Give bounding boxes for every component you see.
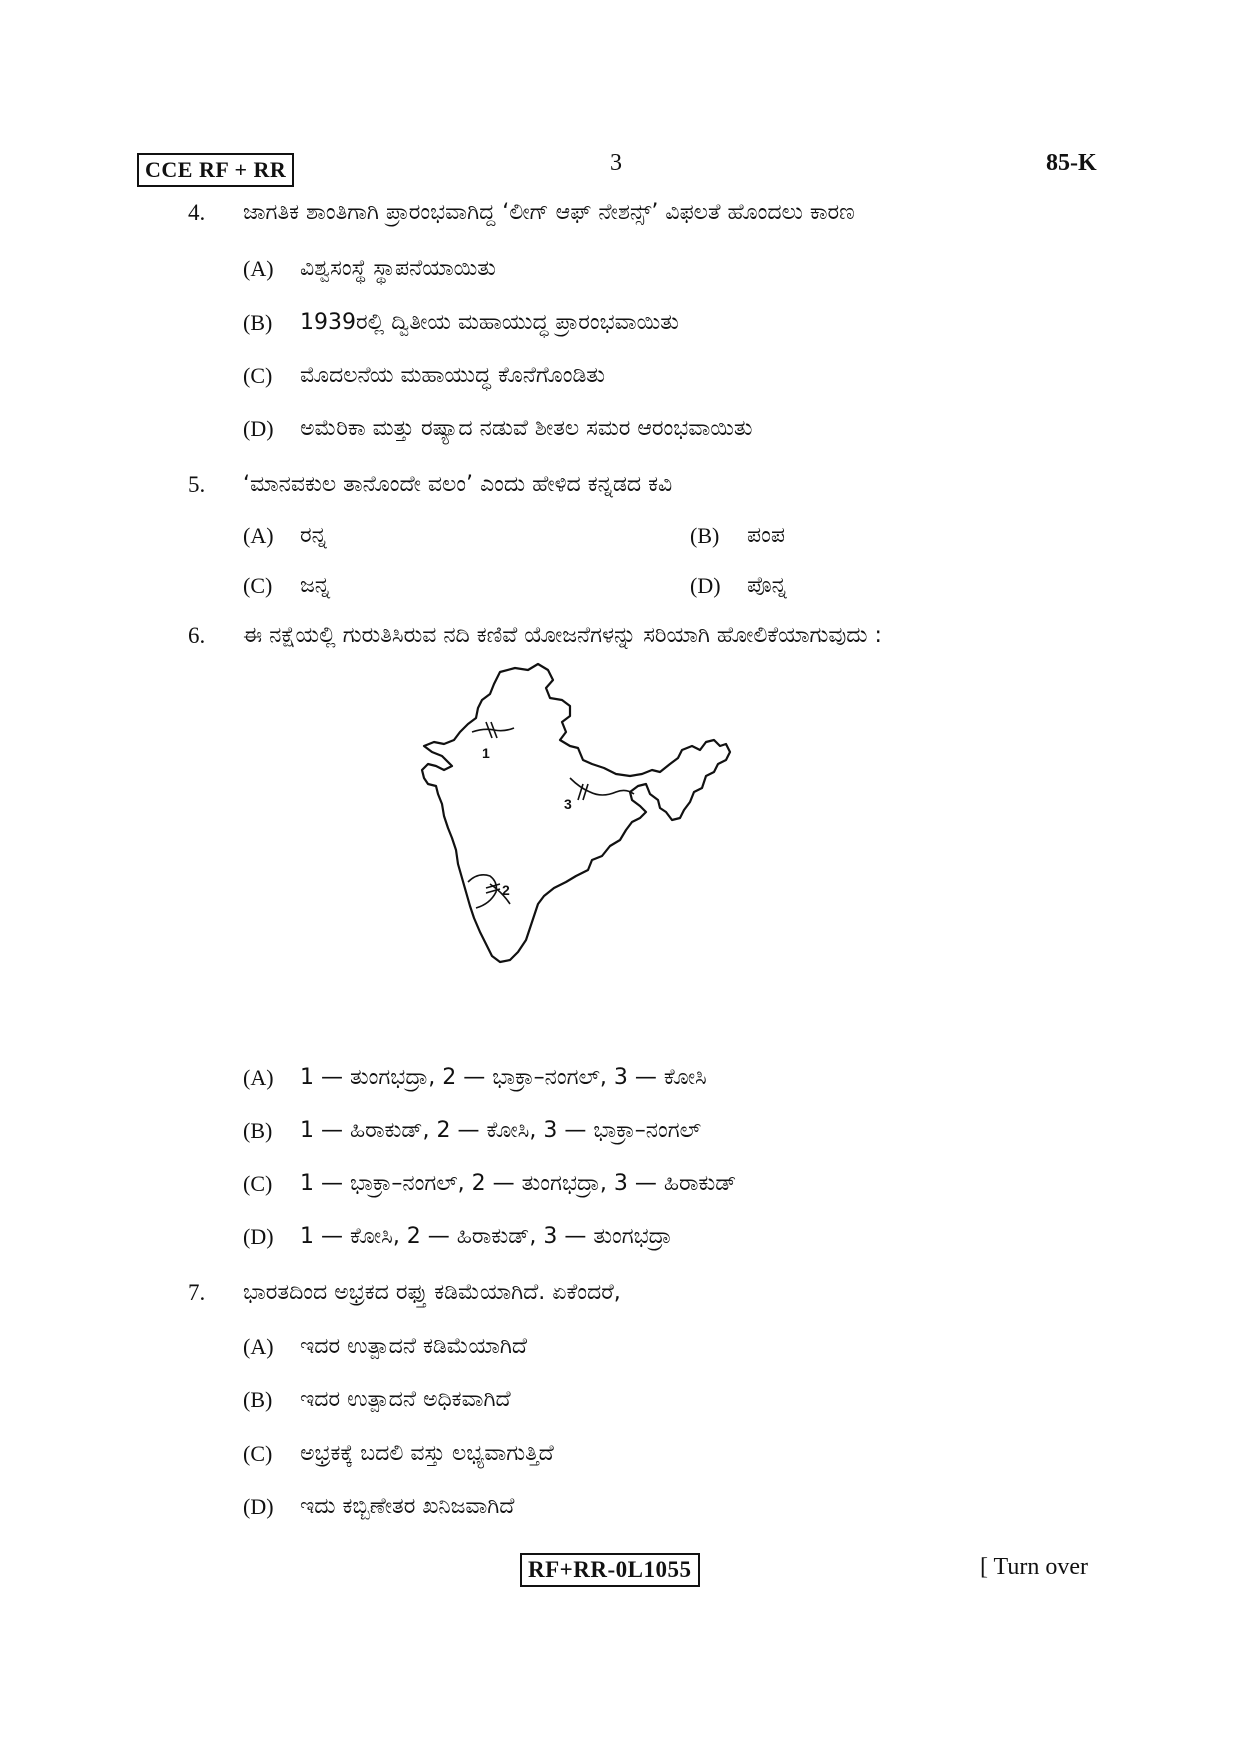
option-text: 1 — ಕೋಸಿ, 2 — ಹಿರಾಕುಡ್, 3 — ತುಂಗಭದ್ರಾ (300, 1224, 672, 1249)
option-text: ಇದರ ಉತ್ಪಾದನೆ ಕಡಿಮೆಯಾಗಿದೆ (300, 1334, 527, 1359)
option-label: (D) (243, 1224, 274, 1249)
question-text: ಜಾಗತಿಕ ಶಾಂತಿಗಾಗಿ ಪ್ರಾರಂಭವಾಗಿದ್ದ ‘ಲೀಗ್ ಆಫ್ ನೇಶನ್ಸ್’ ವಿಫಲತೆ ಹೊಂದಲು ಕಾರಣ (243, 200, 855, 225)
option-text: ಅಮೆರಿಕಾ ಮತ್ತು ರಷ್ಯಾದ ನಡುವೆ ಶೀತಲ ಸಮರ ಆರಂಭವಾಯಿತು (300, 416, 753, 441)
option-label: (C) (243, 1441, 273, 1466)
paper-code: 85-K (1046, 150, 1097, 176)
option-label: (D) (243, 416, 274, 441)
option-label: (C) (243, 573, 273, 598)
option-label: (C) (243, 363, 273, 388)
option-label: (A) (243, 523, 274, 548)
map-label-3: 3 (564, 796, 572, 812)
question-text: ಭಾರತದಿಂದ ಅಭ್ರಕದ ರಫ್ತು ಕಡಿಮೆಯಾಗಿದೆ. ಏಕೆಂದರೆ, (243, 1280, 621, 1305)
question-text: ಈ ನಕ್ಷೆಯಲ್ಲಿ ಗುರುತಿಸಿರುವ ನದಿ ಕಣಿವೆ ಯೋಜನೆಗಳನ್ನು ಸರಿಯಾಗಿ ಹೋಲಿಕೆಯಾಗುವುದು : (243, 623, 882, 648)
option-text: ಪೊನ್ನ (747, 573, 787, 598)
option-label: (B) (243, 310, 273, 335)
india-map (420, 660, 820, 1060)
option-text: ಅಭ್ರಕಕ್ಕೆ ಬದಲಿ ವಸ್ತು ಲಭ್ಯವಾಗುತ್ತಿದೆ (300, 1441, 554, 1466)
page-number: 3 (610, 150, 622, 176)
turn-over-note: [ Turn over (980, 1554, 1089, 1580)
option-label: (B) (690, 523, 720, 548)
question-text: ‘ಮಾನವಕುಲ ತಾನೊಂದೇ ವಲಂ’ ಎಂದು ಹೇಳಿದ ಕನ್ನಡದ ಕವಿ (243, 472, 673, 497)
option-label: (B) (243, 1387, 273, 1412)
question-number: 4. (188, 200, 206, 225)
question-number: 5. (188, 472, 206, 497)
option-text: 1 — ಭಾಕ್ರಾ–ನಂಗಲ್, 2 — ತುಂಗಭದ್ರಾ, 3 — ಹಿರಾಕುಡ್ (300, 1171, 737, 1196)
option-text: ರನ್ನ (300, 523, 327, 548)
option-label: (C) (243, 1171, 273, 1196)
option-text: 1 — ಹಿರಾಕುಡ್, 2 — ಕೋಸಿ, 3 — ಭಾಕ್ರಾ–ನಂಗಲ್ (300, 1118, 702, 1143)
option-text: ಮೊದಲನೆಯ ಮಹಾಯುದ್ಧ ಕೊನೆಗೊಂಡಿತು (300, 363, 605, 388)
india-outline (422, 664, 730, 962)
dam-marker-3-b (583, 784, 588, 800)
option-text: ಇದರ ಉತ್ಪಾದನೆ ಅಧಿಕವಾಗಿದೆ (300, 1387, 511, 1412)
option-text: ಪಂಪ (747, 523, 785, 548)
option-text: 1 — ತುಂಗಭದ್ರಾ, 2 — ಭಾಕ್ರಾ–ನಂಗಲ್, 3 — ಕೋಸಿ (300, 1065, 707, 1090)
footer-code-box: RF+RR-0L1055 (520, 1553, 700, 1587)
map-label-2: 2 (502, 882, 510, 898)
option-text: 1939ರಲ್ಲಿ ದ್ವಿತೀಯ ಮಹಾಯುದ್ಧ ಪ್ರಾರಂಭವಾಯಿತು (300, 310, 679, 335)
map-label-1: 1 (482, 745, 490, 761)
option-label: (A) (243, 1065, 274, 1090)
dam-marker-2 (486, 884, 500, 888)
option-label: (D) (243, 1494, 274, 1519)
question-number: 6. (188, 623, 206, 648)
option-label: (D) (690, 573, 721, 598)
exam-code-box: CCE RF + RR (137, 153, 294, 187)
option-label: (A) (243, 256, 274, 281)
option-text: ಇದು ಕಬ್ಬಿಣೇತರ ಖನಿಜವಾಗಿದೆ (300, 1494, 515, 1519)
option-text: ಜನ್ನ (300, 573, 330, 598)
option-label: (B) (243, 1118, 273, 1143)
question-number: 7. (188, 1280, 206, 1305)
option-text: ವಿಶ್ವಸಂಸ್ಥೆ ಸ್ಥಾಪನೆಯಾಯಿತು (300, 256, 496, 281)
option-label: (A) (243, 1334, 274, 1359)
